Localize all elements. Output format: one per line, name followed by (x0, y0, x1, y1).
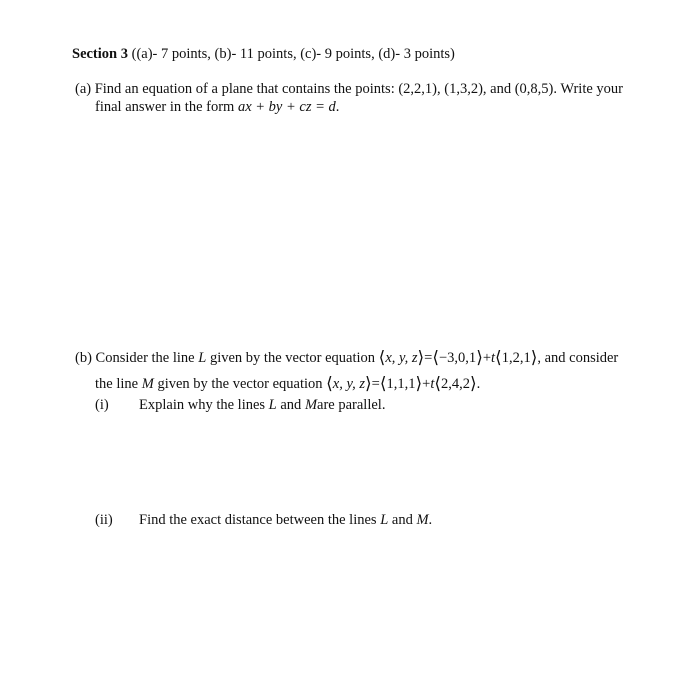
section-points: ((a)- 7 points, (b)- 11 points, (c)- 9 points, (d)- 3 points) (131, 46, 455, 62)
part-a-form-equation: ax + by + cz = d (237, 99, 336, 115)
sub-i-text (139, 396, 385, 414)
eq2-point: 1,1,1 (386, 376, 416, 392)
part-a-line-1 (75, 80, 623, 98)
sub-i-var-L: L (268, 397, 277, 413)
line-M-variable: M (141, 376, 154, 392)
line-L-variable: L (198, 350, 207, 366)
sub-i-and: and (280, 397, 302, 413)
part-b-text-2c: . (476, 376, 481, 392)
part-b-label: (b) (75, 350, 92, 366)
eq1-point: −3,0,1 (439, 350, 477, 366)
eq2-lhs: x, y, z (332, 376, 366, 392)
part-b-line-1 (75, 348, 618, 367)
part-b-text-2b: given by the vector equation (157, 376, 323, 392)
sub-i-label: (i) (95, 397, 109, 413)
sub-ii-text (139, 511, 432, 529)
part-a-label: (a) (75, 81, 92, 97)
sub-ii-pre: Find the exact distance between the lines (139, 512, 377, 528)
vector-equation-M: ⟨x, y, z⟩=⟨1,1,1⟩+t⟨2,4,2⟩ (326, 374, 477, 393)
sub-i-post: are parallel. (317, 397, 386, 413)
sub-i-var-M: M (304, 397, 318, 413)
sub-i-pre: Explain why the lines (139, 397, 266, 413)
eq2-t: t (430, 376, 435, 392)
part-b-text-1b: given by the vector equation (209, 350, 376, 366)
vector-equation-L: ⟨x, y, z⟩=⟨−3,0,1⟩+t⟨1,2,1⟩ (378, 348, 538, 367)
part-b-text-1c: , and consider (537, 350, 619, 366)
section-title: Section 3 (72, 46, 128, 62)
part-a-text-1: Find an equation of a plane that contains the points: (2,2,1), (1,3,2), and (0,8,5). Write your (94, 81, 623, 97)
sub-ii-post: . (428, 512, 433, 528)
part-a-text-2: final answer in the form (95, 99, 235, 115)
sub-ii-label: (ii) (95, 512, 113, 528)
part-b-text-1a: Consider the line (95, 350, 195, 366)
sub-ii-and: and (391, 512, 413, 528)
part-b-text-2a: the line (95, 376, 139, 392)
part-a-line-2 (95, 98, 339, 116)
eq1-equals: = (424, 350, 433, 366)
sub-ii-var-L: L (380, 512, 389, 528)
part-b-line-2 (95, 374, 480, 393)
eq2-plus: + (422, 376, 431, 392)
eq2-equals: = (371, 376, 380, 392)
eq1-plus: + (482, 350, 492, 366)
sub-ii-var-M: M (416, 512, 429, 528)
eq1-direction: 1,2,1 (501, 350, 531, 366)
section-heading (72, 45, 455, 63)
part-a-period: . (335, 99, 340, 115)
eq2-direction: 2,4,2 (440, 376, 470, 392)
eq1-t: t (491, 350, 496, 366)
eq1-lhs: x, y, z (385, 350, 418, 366)
